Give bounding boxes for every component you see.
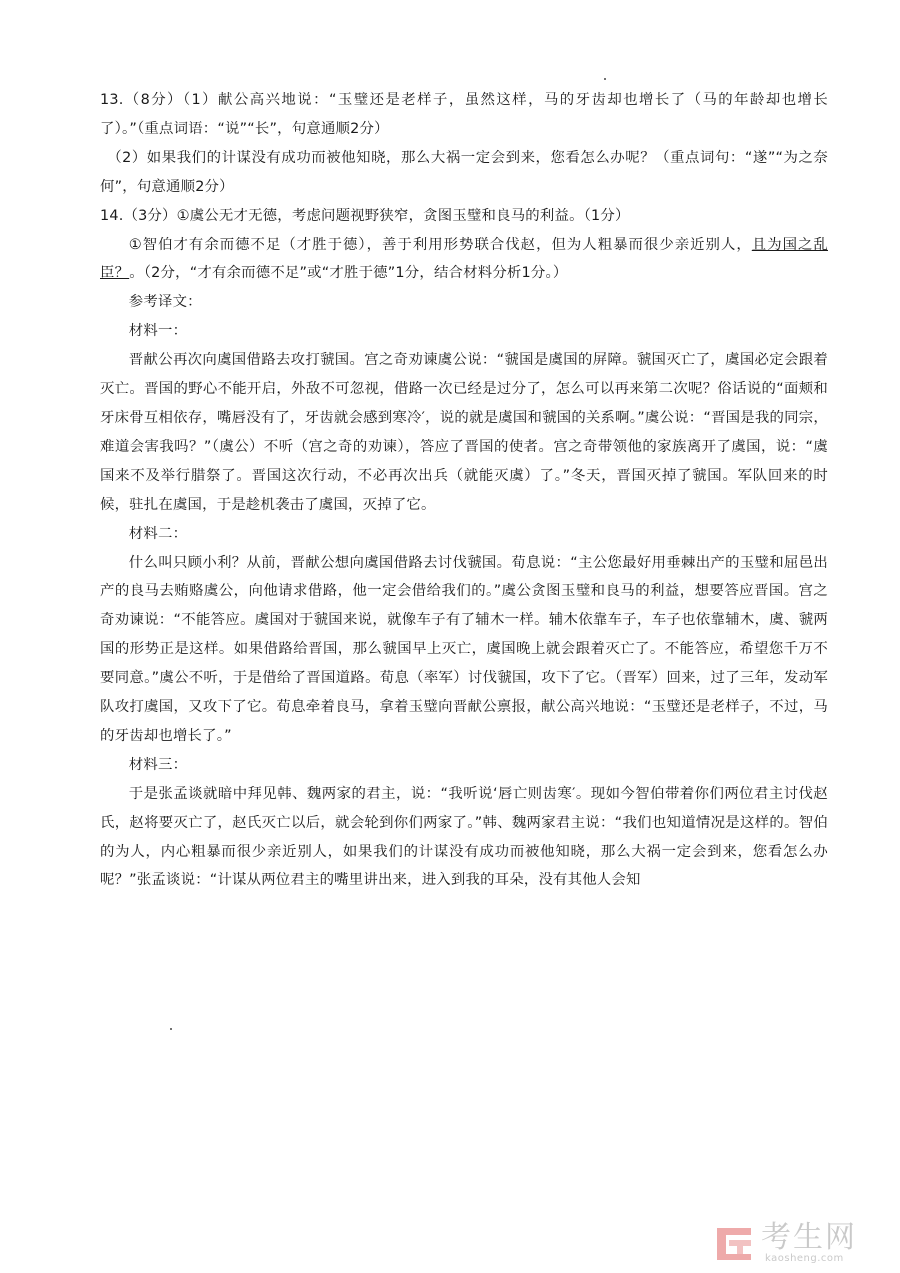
q13-answer-1: 13.（8分）（1）献公高兴地说：“玉璧还是老样子，虽然这样，马的牙齿却也增长了（马的年龄却也增长了）。”（重点词语：“说”“长”，句意通顺2分） (100, 92, 828, 137)
material1-text: 晋献公再次向虞国借路去攻打虢国。宫之奇劝谏虞公说：“虢国是虞国的屏障。虢国灭亡了，虞国必定会跟着灭亡。晋国的野心不能开启，外敌不可忽视，借路一次已经是过分了，怎么可以再来第二次呢？俗话说的“面颊和牙床骨互相依存，嘴唇没有了，牙齿就会感到寒冷′，说的就是虞国和虢国的关系啊。”虞公说：“晋国是我的同宗，难道会害我吗？”（虞公）不听（宫之奇的劝谏），答应了晋国的使者。宫之奇带领他的家族离开了虞国，说：“虞国来不及举行腊祭了。晋国这次行动，不必再次出兵（就能灭虞）了。”冬天，晋国灭掉了虢国。军队回来的时候，驻扎在虞国，于是趁机袭击了虞国，灭掉了它。 (100, 352, 828, 513)
watermark-site-domain: kaosheng.com (765, 1253, 844, 1264)
q14-answer-2-underlined: 且为国之乱臣？ (100, 236, 828, 282)
bottom-dot-mark (170, 1028, 172, 1030)
material3-heading: 材料三： (128, 756, 188, 773)
material2-heading: 材料二： (128, 525, 188, 542)
site-watermark (715, 1222, 880, 1266)
answer-document (100, 86, 828, 895)
q14-answer-2-rest: 。（2分，“才有余而德不足”或“才胜于德”1分，结合材料分析1分。） (129, 265, 568, 282)
material1-heading: 材料一： (128, 323, 188, 340)
q13-answer-2: （2）如果我们的计谋没有成功而被他知晓，那么大祸一定会到来，您看怎么办呢？（重点词句：“遂”“为之奈何”，句意通顺2分） (100, 149, 828, 195)
material2-text: 什么叫只顾小利？从前，晋献公想向虞国借路去讨伐虢国。荀息说：“主公您最好用垂棘出产的玉璧和屈邑出产的良马去贿赂虞公，向他请求借路，他一定会借给我们的。”虞公贪图玉璧和良马的利益，想要答应晋国。宫之奇劝谏说：“不能答应。虞国对于虢国来说，就像车子有了辅木一样。辅木依靠车子，车子也依靠辅木，虞、虢两国的形势正是这样。如果借路给晋国，那么虢国早上灭亡，虞国晚上就会跟着灭亡了。不能答应，希望您千万不要同意。”虞公不听，于是借给了晋国道路。荀息（率军）讨伐虢国，攻下了它。（晋军）回来，过了三年，发动军队攻打虞国，又攻下了它。荀息牵着良马，拿着玉璧向晋献公禀报，献公高兴地说：“玉璧还是老样子，不过，马的牙齿却也增长了。” (100, 554, 828, 744)
material3-text: 于是张孟谈就暗中拜见韩、魏两家的君主，说：“我听说‘唇亡则齿寒′。现如今智伯带着你们两位君主讨伐赵氏，赵将要灭亡了，赵氏灭亡以后，就会轮到你们两家了。”韩、魏两家君主说：“我们也知道情况是这样的。智伯的为人，内心粗暴而很少亲近别人，如果我们的计谋没有成功而被他知晓，那么大祸一定会到来，您看怎么办呢？”张孟谈说：“计谋从两位君主的嘴里讲出来，进入到我的耳朵，没有其他人会知 (100, 785, 828, 889)
q14-answer-2-main: ①智伯才有余而德不足（才胜于德），善于利用形势联合伐赵，但为人粗暴而很少亲近别人， (128, 236, 752, 253)
kaosheng-logo-icon (715, 1224, 755, 1264)
top-dot-mark (604, 78, 606, 80)
q14-answer-1: 14.（3分）①虞公无才无德，考虑问题视野狭窄，贪图玉璧和良马的利益。（1分） (100, 207, 630, 224)
translation-heading: 参考译文： (128, 294, 202, 311)
watermark-site-name: 考生网 (761, 1220, 857, 1255)
q14-answer-2 (100, 231, 828, 289)
